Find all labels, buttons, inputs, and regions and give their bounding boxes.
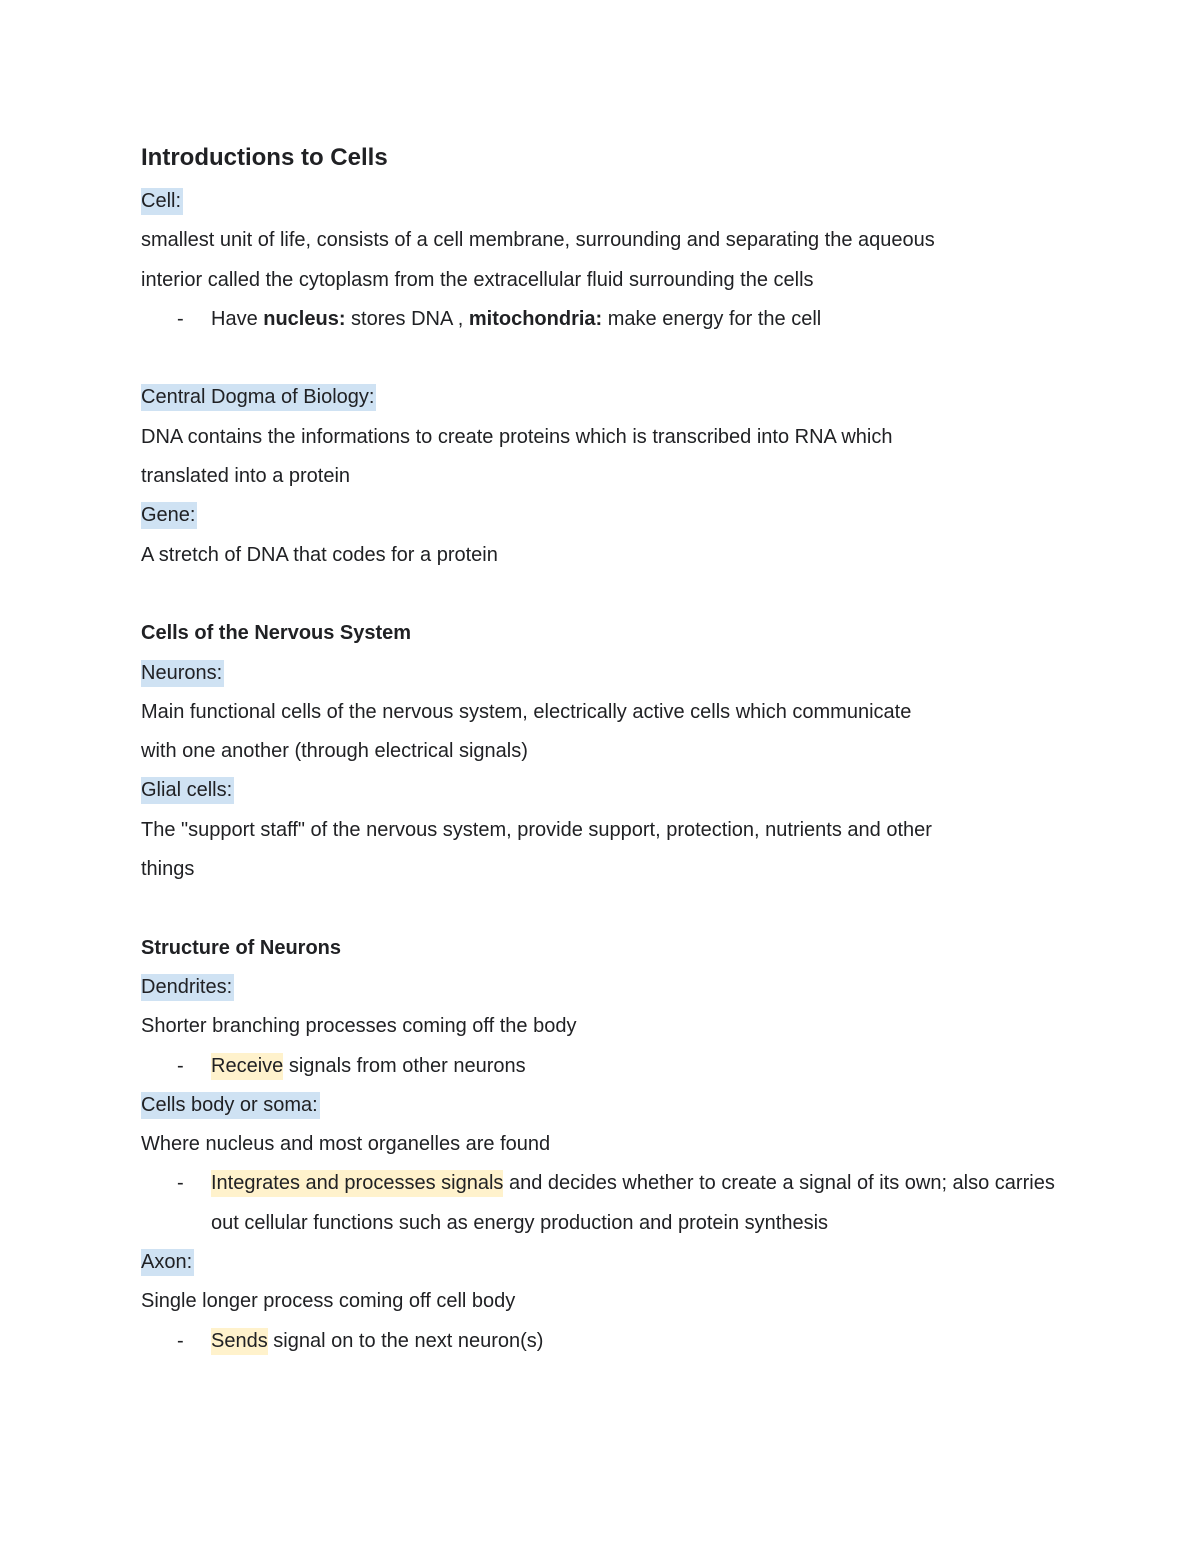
integrates-highlight: Integrates and processes signals (211, 1170, 503, 1197)
axon-bullet (141, 1322, 1061, 1361)
glial-definition-line-1: The "support staff" of the nervous system, provide support, protection, nutrients and other (141, 818, 932, 841)
term-neurons-line (141, 654, 1061, 693)
axon-bullet-text (211, 1322, 1061, 1361)
term-soma-line (141, 1086, 1061, 1125)
dendrites-bullet-rest: signals from other neurons (283, 1054, 526, 1077)
mitochondria-term: mitochondria: (468, 307, 603, 330)
axon-definition: Single longer process coming off cell body (141, 1290, 516, 1313)
cell-definition-line-2: interior called the cytoplasm from the extracellular fluid surrounding the cells (141, 268, 814, 291)
term-glial-cells: Glial cells: (141, 777, 234, 804)
central-dogma-definition-line-1: DNA contains the informations to create proteins which is transcribed into RNA which (141, 425, 893, 448)
document-title: Introductions to Cells (141, 144, 388, 171)
soma-bullet (141, 1164, 1061, 1243)
receive-highlight: Receive (211, 1053, 283, 1080)
spacer (141, 339, 1061, 378)
term-central-dogma: Central Dogma of Biology: (141, 384, 376, 411)
soma-definition: Where nucleus and most organelles are found (141, 1133, 551, 1156)
dendrites-definition: Shorter branching processes coming off the body (141, 1015, 577, 1038)
cell-definition-line-1: smallest unit of life, consists of a cell membrane, surrounding and separating the aqueous (141, 229, 935, 252)
neurons-definition-line-1: Main functional cells of the nervous system, electrically active cells which communicate (141, 700, 912, 723)
bullet-dash: - (177, 307, 184, 330)
sends-highlight: Sends (211, 1328, 268, 1355)
bullet-dash: - (177, 1329, 184, 1352)
bullet-dash: - (177, 1054, 184, 1077)
glial-definition-line-2: things (141, 858, 195, 881)
neurons-definition-line-2: with one another (through electrical signals) (141, 740, 528, 763)
soma-bullet-rest: and decides whether to create a signal of its own; also carries out cellular functions such as energy production and protein synthesis (211, 1172, 1055, 1234)
term-dendrites-line (141, 968, 1061, 1007)
spacer (141, 575, 1061, 614)
soma-bullet-text (211, 1164, 1061, 1243)
dendrites-bullet (141, 1047, 1061, 1086)
gene-definition: A stretch of DNA that codes for a protein (141, 543, 498, 566)
term-cell: Cell: (141, 188, 183, 215)
section-heading-nervous-system: Cells of the Nervous System (141, 622, 412, 645)
cell-bullet (141, 300, 1061, 339)
dendrites-bullet-text (211, 1047, 1061, 1086)
term-central-dogma-line (141, 378, 1061, 417)
bullet-dash: - (177, 1172, 184, 1195)
cell-bullet-post: make energy for the cell (602, 307, 822, 330)
central-dogma-definition-line-2: translated into a protein (141, 465, 351, 488)
cell-bullet-mid: stores DNA , (345, 307, 469, 330)
term-gene: Gene: (141, 502, 197, 529)
document-page (141, 140, 1061, 1361)
axon-bullet-rest: signal on to the next neuron(s) (267, 1329, 544, 1352)
term-cell-line (141, 182, 1061, 221)
term-neurons: Neurons: (141, 660, 224, 687)
nucleus-term: nucleus: (263, 307, 346, 330)
term-axon: Axon: (141, 1249, 194, 1276)
term-dendrites: Dendrites: (141, 974, 234, 1001)
cell-bullet-pre: Have (211, 307, 264, 330)
term-gene-line (141, 496, 1061, 535)
spacer (141, 889, 1061, 928)
section-heading-structure: Structure of Neurons (141, 936, 342, 959)
cell-bullet-text (211, 300, 1061, 339)
term-glial-line (141, 771, 1061, 810)
term-axon-line (141, 1243, 1061, 1282)
term-soma: Cells body or soma: (141, 1092, 320, 1119)
